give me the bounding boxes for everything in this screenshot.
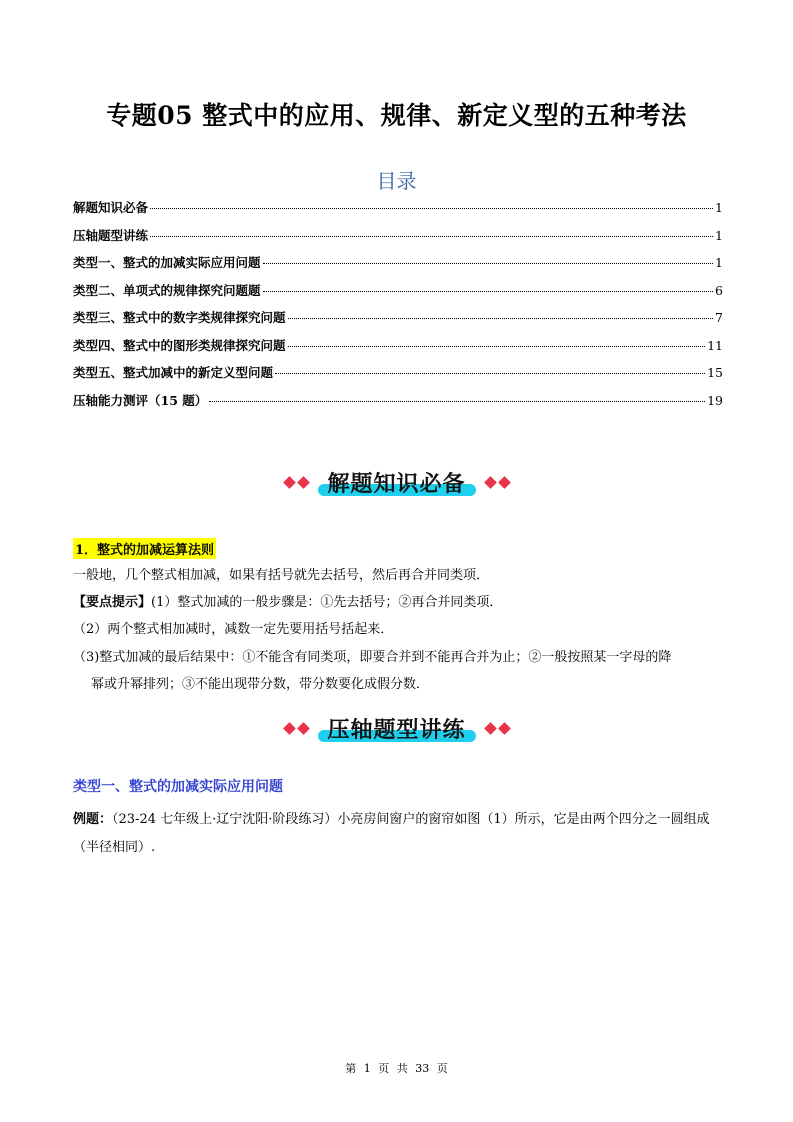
tip-paragraph [73, 593, 725, 613]
toc-item[interactable] [73, 363, 723, 391]
toc-item-page: 1 [715, 227, 723, 243]
toc-item-label: 类型四、整式中的图形类规律探究问题 [73, 337, 286, 353]
type-heading: 类型一、整式的加减实际应用问题 [73, 779, 283, 795]
toc-leader-dots [288, 318, 714, 319]
toc-item-page: 1 [715, 200, 723, 215]
toc-item-label: 类型二、单项式的规律探究问题题 [73, 282, 261, 298]
toc-item-page: 11 [707, 337, 723, 353]
toc-leader-dots [150, 208, 713, 209]
knowledge-point: （3)整式加减的最后结果中：①不能含有同类项，即要合并到不能再合并为止；②一般按照某一字母的降 [73, 650, 672, 665]
diamond-decoration-icon [282, 478, 309, 487]
toc-item[interactable] [73, 308, 723, 336]
example-label: 例题： [73, 812, 113, 827]
diamond-decoration-icon [282, 724, 309, 733]
knowledge-line: 一般地，几个整式相加减，如果有括号就先去括号，然后再合并同类项． [73, 568, 490, 583]
document-title: 专题05 整式中的应用、规律、新定义型的五种考法 [106, 101, 687, 130]
toc-item-label: 类型五、整式加减中的新定义型问题 [73, 365, 274, 380]
knowledge-point: （2）两个整式相加减时，减数一定先要用括号括起来． [73, 622, 394, 637]
toc-leader-dots [150, 236, 713, 237]
section-banner-knowledge [0, 464, 793, 500]
toc-item[interactable] [73, 253, 723, 281]
banner-title: 解题知识必备 [327, 471, 466, 497]
toc-item[interactable] [73, 281, 723, 309]
page-footer: 第 1 页 共 33 页 [345, 1062, 448, 1075]
toc-item-label: 压轴题型讲练 [73, 227, 149, 243]
toc-leader-dots [275, 373, 705, 374]
example-text: （23-24 七年级上·辽宁沈阳·阶段练习）小亮房间窗户的窗帘如图（1）所示，它是由两个四分之一圆组成（半径相同）. [73, 812, 710, 855]
section-banner-practice [0, 710, 793, 746]
diamond-decoration-icon [484, 478, 511, 487]
diamond-decoration-icon [484, 724, 511, 733]
toc-item-label: 解题知识必备 [73, 200, 149, 215]
banner-title: 压轴题型讲练 [327, 717, 466, 743]
tip-text: (1）整式加减的一般步骤是：①先去括号；②再合并同类项． [151, 595, 503, 610]
toc-item-page: 6 [715, 282, 723, 298]
toc-item-page: 1 [715, 255, 723, 270]
tip-label: 【要点提示】 [73, 595, 152, 610]
toc-item-page: 19 [707, 392, 723, 408]
toc-leader-dots [209, 401, 705, 402]
toc-item[interactable] [73, 198, 723, 226]
toc-item-page: 7 [715, 310, 723, 325]
toc-item[interactable] [73, 336, 723, 364]
knowledge-point-continued: 幂或升幂排列；③不能出现带分数，带分数要化成假分数． [91, 677, 430, 692]
toc-item-label: 类型三、整式中的数字类规律探究问题 [73, 310, 286, 325]
table-of-contents [73, 198, 723, 418]
toc-item[interactable] [73, 226, 723, 254]
toc-item-page: 15 [707, 365, 723, 380]
toc-item-label: 类型一、整式的加减实际应用问题 [73, 255, 261, 270]
toc-item-label: 压轴能力测评（15 题） [73, 392, 208, 408]
toc-leader-dots [263, 291, 714, 292]
toc-item[interactable] [73, 391, 723, 419]
rule-title: 1．整式的加减运算法则 [73, 538, 216, 559]
toc-leader-dots [263, 263, 714, 264]
toc-heading: 目录 [376, 169, 417, 193]
example-paragraph [73, 806, 723, 862]
toc-leader-dots [288, 346, 706, 347]
